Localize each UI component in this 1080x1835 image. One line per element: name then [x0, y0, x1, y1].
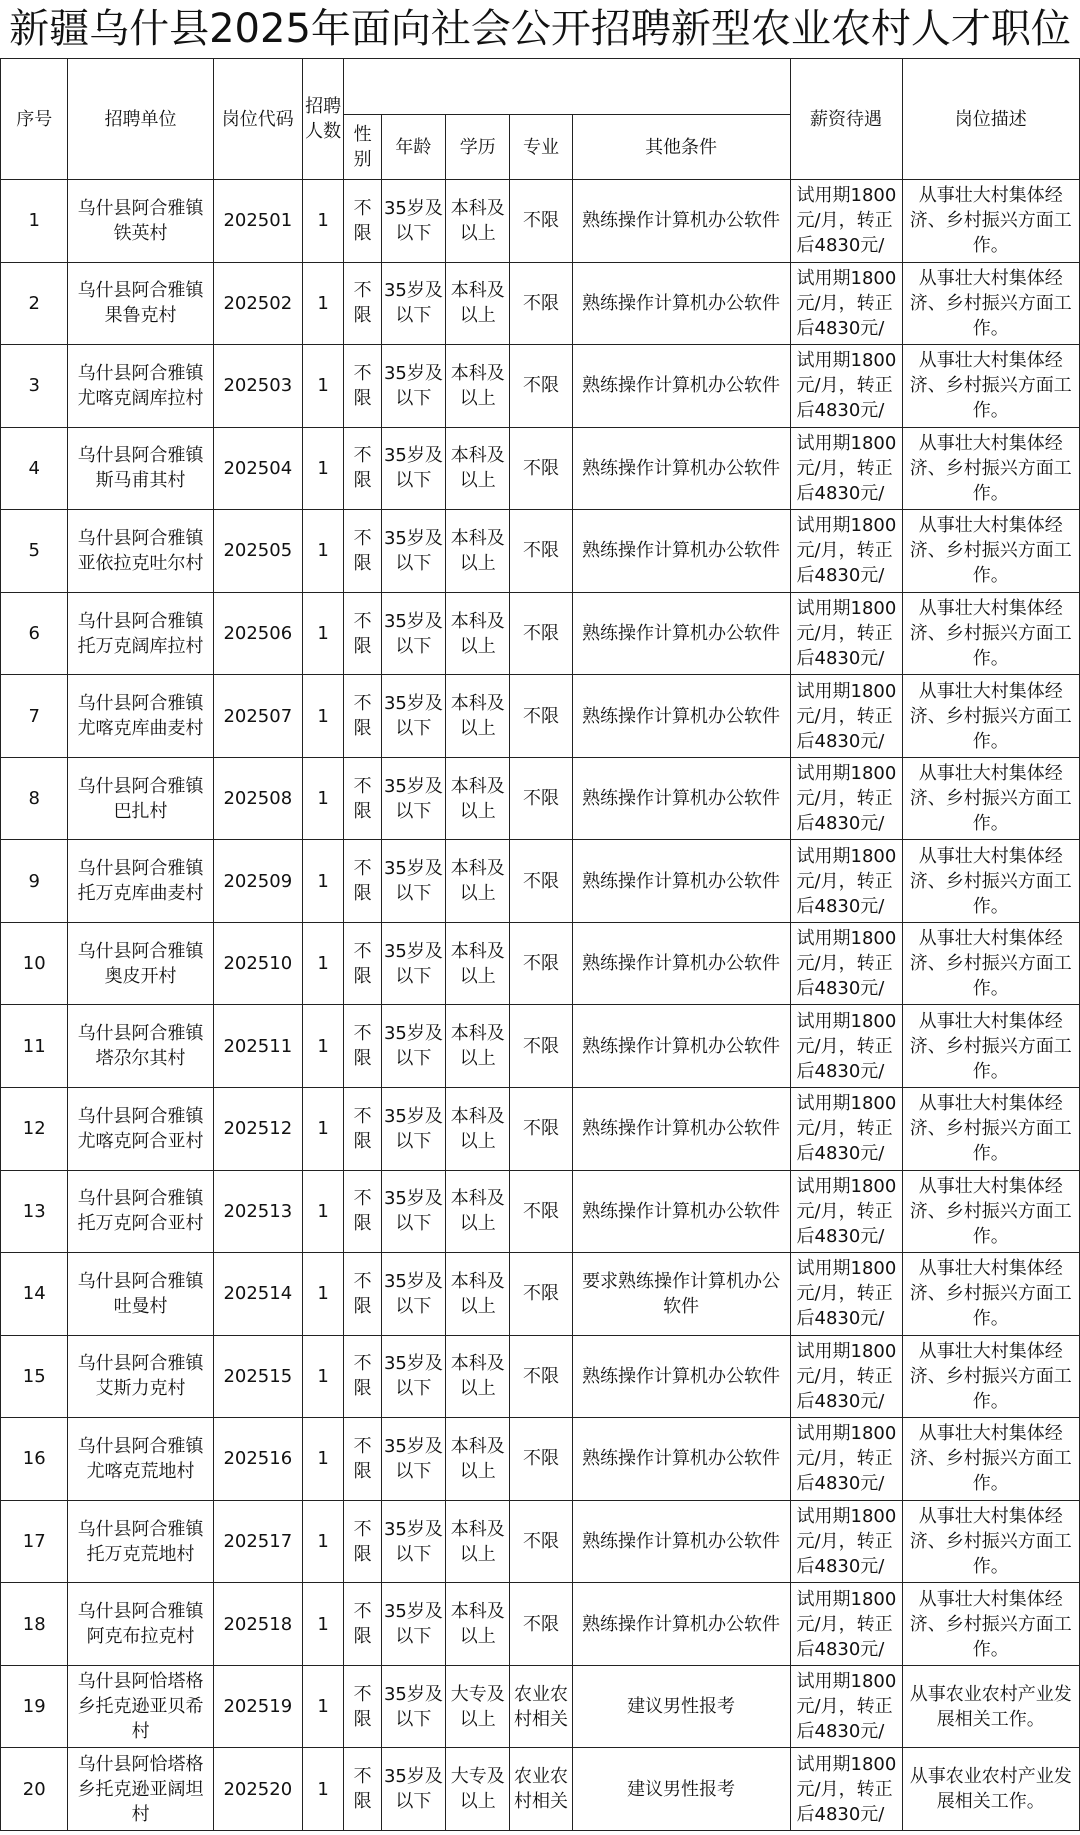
- cell-edu: 本科及以上: [446, 1500, 510, 1583]
- cell-gender: 不限: [344, 922, 381, 1005]
- cell-seq: 13: [1, 1170, 68, 1253]
- cell-unit: 乌什县阿合雅镇托万克阔库拉村: [68, 592, 213, 675]
- cell-unit: 乌什县阿恰塔格乡托克逊亚阔坦村: [68, 1748, 213, 1831]
- cell-gender: 不限: [344, 1088, 381, 1171]
- cell-other: 熟练操作计算机办公软件: [572, 510, 790, 593]
- header-salary: 薪资待遇: [790, 59, 902, 180]
- cell-salary: 试用期1800元/月，转正后4830元/: [790, 510, 902, 593]
- cell-major: 不限: [510, 180, 572, 263]
- cell-edu: 本科及以上: [446, 1005, 510, 1088]
- cell-code: 202508: [213, 757, 302, 840]
- cell-edu: 本科及以上: [446, 1253, 510, 1336]
- cell-major: 农业农村相关: [510, 1665, 572, 1748]
- header-code: 岗位代码: [213, 59, 302, 180]
- cell-code: 202519: [213, 1665, 302, 1748]
- cell-code: 202502: [213, 262, 302, 345]
- cell-age: 35岁及以下: [381, 1583, 445, 1666]
- cell-seq: 17: [1, 1500, 68, 1583]
- table-row: [1, 1500, 1080, 1583]
- cell-unit: 乌什县阿合雅镇尤喀克库曲麦村: [68, 675, 213, 758]
- cell-other: 熟练操作计算机办公软件: [572, 345, 790, 428]
- cell-gender: 不限: [344, 427, 381, 510]
- cell-unit: 乌什县阿合雅镇巴扎村: [68, 757, 213, 840]
- cell-edu: 大专及以上: [446, 1665, 510, 1748]
- cell-gender: 不限: [344, 262, 381, 345]
- cell-desc: 从事壮大村集体经济、乡村振兴方面工作。: [902, 922, 1079, 1005]
- cell-gender: 不限: [344, 1170, 381, 1253]
- cell-age: 35岁及以下: [381, 1665, 445, 1748]
- cell-salary: 试用期1800元/月，转正后4830元/: [790, 1170, 902, 1253]
- cell-major: 不限: [510, 675, 572, 758]
- cell-unit: 乌什县阿合雅镇斯马甫其村: [68, 427, 213, 510]
- cell-code: 202510: [213, 922, 302, 1005]
- cell-count: 1: [302, 262, 344, 345]
- cell-other: 建议男性报考: [572, 1665, 790, 1748]
- cell-other: 熟练操作计算机办公软件: [572, 262, 790, 345]
- cell-major: 不限: [510, 1500, 572, 1583]
- cell-count: 1: [302, 1005, 344, 1088]
- cell-age: 35岁及以下: [381, 675, 445, 758]
- cell-age: 35岁及以下: [381, 262, 445, 345]
- table-header: [1, 59, 1080, 180]
- cell-other: 熟练操作计算机办公软件: [572, 1335, 790, 1418]
- table-row: [1, 592, 1080, 675]
- cell-edu: 本科及以上: [446, 345, 510, 428]
- cell-desc: 从事壮大村集体经济、乡村振兴方面工作。: [902, 510, 1079, 593]
- cell-desc: 从事壮大村集体经济、乡村振兴方面工作。: [902, 1500, 1079, 1583]
- table-row: [1, 675, 1080, 758]
- table-row: [1, 345, 1080, 428]
- cell-code: 202505: [213, 510, 302, 593]
- cell-age: 35岁及以下: [381, 180, 445, 263]
- cell-salary: 试用期1800元/月，转正后4830元/: [790, 1005, 902, 1088]
- cell-major: 农业农村相关: [510, 1748, 572, 1831]
- cell-code: 202504: [213, 427, 302, 510]
- cell-seq: 10: [1, 922, 68, 1005]
- cell-code: 202501: [213, 180, 302, 263]
- table-row: [1, 840, 1080, 923]
- cell-count: 1: [302, 675, 344, 758]
- cell-unit: 乌什县阿合雅镇铁英村: [68, 180, 213, 263]
- cell-code: 202518: [213, 1583, 302, 1666]
- cell-gender: 不限: [344, 757, 381, 840]
- table-body: [1, 180, 1080, 1831]
- cell-edu: 本科及以上: [446, 180, 510, 263]
- table-row: [1, 1005, 1080, 1088]
- cell-salary: 试用期1800元/月，转正后4830元/: [790, 1500, 902, 1583]
- cell-other: 熟练操作计算机办公软件: [572, 757, 790, 840]
- cell-gender: 不限: [344, 1665, 381, 1748]
- cell-desc: 从事壮大村集体经济、乡村振兴方面工作。: [902, 675, 1079, 758]
- cell-salary: 试用期1800元/月，转正后4830元/: [790, 1335, 902, 1418]
- cell-edu: 本科及以上: [446, 922, 510, 1005]
- cell-age: 35岁及以下: [381, 1253, 445, 1336]
- cell-unit: 乌什县阿合雅镇尤喀克阿合亚村: [68, 1088, 213, 1171]
- table-row: [1, 757, 1080, 840]
- table-row: [1, 922, 1080, 1005]
- header-other: 其他条件: [572, 115, 790, 180]
- cell-age: 35岁及以下: [381, 427, 445, 510]
- cell-age: 35岁及以下: [381, 1418, 445, 1501]
- cell-age: 35岁及以下: [381, 345, 445, 428]
- cell-seq: 4: [1, 427, 68, 510]
- cell-major: 不限: [510, 1005, 572, 1088]
- cell-desc: 从事壮大村集体经济、乡村振兴方面工作。: [902, 1335, 1079, 1418]
- cell-salary: 试用期1800元/月，转正后4830元/: [790, 757, 902, 840]
- cell-seq: 5: [1, 510, 68, 593]
- cell-major: 不限: [510, 1335, 572, 1418]
- cell-other: 熟练操作计算机办公软件: [572, 1088, 790, 1171]
- cell-salary: 试用期1800元/月，转正后4830元/: [790, 592, 902, 675]
- cell-count: 1: [302, 1253, 344, 1336]
- cell-major: 不限: [510, 262, 572, 345]
- cell-salary: 试用期1800元/月，转正后4830元/: [790, 840, 902, 923]
- cell-unit: 乌什县阿合雅镇托万克荒地村: [68, 1500, 213, 1583]
- cell-count: 1: [302, 922, 344, 1005]
- cell-code: 202516: [213, 1418, 302, 1501]
- cell-major: 不限: [510, 1170, 572, 1253]
- header-seq: 序号: [1, 59, 68, 180]
- cell-salary: 试用期1800元/月，转正后4830元/: [790, 345, 902, 428]
- cell-salary: 试用期1800元/月，转正后4830元/: [790, 262, 902, 345]
- cell-salary: 试用期1800元/月，转正后4830元/: [790, 1418, 902, 1501]
- cell-major: 不限: [510, 592, 572, 675]
- cell-desc: 从事壮大村集体经济、乡村振兴方面工作。: [902, 1005, 1079, 1088]
- cell-code: 202514: [213, 1253, 302, 1336]
- cell-count: 1: [302, 345, 344, 428]
- cell-unit: 乌什县阿合雅镇塔尕尔其村: [68, 1005, 213, 1088]
- cell-gender: 不限: [344, 1335, 381, 1418]
- cell-major: 不限: [510, 427, 572, 510]
- cell-edu: 本科及以上: [446, 840, 510, 923]
- cell-count: 1: [302, 757, 344, 840]
- table-row: [1, 180, 1080, 263]
- cell-unit: 乌什县阿合雅镇果鲁克村: [68, 262, 213, 345]
- cell-code: 202512: [213, 1088, 302, 1171]
- cell-count: 1: [302, 510, 344, 593]
- cell-age: 35岁及以下: [381, 1170, 445, 1253]
- cell-other: 熟练操作计算机办公软件: [572, 1583, 790, 1666]
- cell-desc: 从事壮大村集体经济、乡村振兴方面工作。: [902, 180, 1079, 263]
- header-unit: 招聘单位: [68, 59, 213, 180]
- page-title: 新疆乌什县2025年面向社会公开招聘新型农业农村人才职位: [9, 6, 1071, 52]
- cell-unit: 乌什县阿合雅镇艾斯力克村: [68, 1335, 213, 1418]
- table-row: [1, 1335, 1080, 1418]
- cell-other: 熟练操作计算机办公软件: [572, 675, 790, 758]
- cell-age: 35岁及以下: [381, 840, 445, 923]
- cell-seq: 2: [1, 262, 68, 345]
- cell-age: 35岁及以下: [381, 757, 445, 840]
- header-count: 招聘人数: [302, 59, 344, 180]
- cell-unit: 乌什县阿恰塔格乡托克逊亚贝希村: [68, 1665, 213, 1748]
- cell-unit: 乌什县阿合雅镇亚依拉克吐尔村: [68, 510, 213, 593]
- cell-other: 熟练操作计算机办公软件: [572, 1170, 790, 1253]
- cell-count: 1: [302, 1583, 344, 1666]
- cell-unit: 乌什县阿合雅镇吐曼村: [68, 1253, 213, 1336]
- cell-edu: 本科及以上: [446, 592, 510, 675]
- cell-other: 熟练操作计算机办公软件: [572, 1005, 790, 1088]
- cell-gender: 不限: [344, 345, 381, 428]
- cell-edu: 本科及以上: [446, 1335, 510, 1418]
- cell-seq: 14: [1, 1253, 68, 1336]
- table-row: [1, 1088, 1080, 1171]
- cell-desc: 从事壮大村集体经济、乡村振兴方面工作。: [902, 1253, 1079, 1336]
- cell-salary: 试用期1800元/月，转正后4830元/: [790, 1253, 902, 1336]
- cell-count: 1: [302, 1748, 344, 1831]
- cell-desc: 从事壮大村集体经济、乡村振兴方面工作。: [902, 840, 1079, 923]
- cell-salary: 试用期1800元/月，转正后4830元/: [790, 1088, 902, 1171]
- table-row: [1, 262, 1080, 345]
- cell-code: 202509: [213, 840, 302, 923]
- cell-edu: 本科及以上: [446, 757, 510, 840]
- header-gender: 性别: [344, 115, 381, 180]
- cell-salary: 试用期1800元/月，转正后4830元/: [790, 675, 902, 758]
- cell-code: 202503: [213, 345, 302, 428]
- cell-gender: 不限: [344, 1418, 381, 1501]
- cell-desc: 从事壮大村集体经济、乡村振兴方面工作。: [902, 1170, 1079, 1253]
- cell-major: 不限: [510, 1583, 572, 1666]
- positions-table: [0, 58, 1080, 1831]
- cell-count: 1: [302, 1500, 344, 1583]
- header-desc: 岗位描述: [902, 59, 1079, 180]
- cell-age: 35岁及以下: [381, 1748, 445, 1831]
- table-row: [1, 1748, 1080, 1831]
- cell-salary: 试用期1800元/月，转正后4830元/: [790, 180, 902, 263]
- cell-age: 35岁及以下: [381, 1005, 445, 1088]
- cell-seq: 12: [1, 1088, 68, 1171]
- table-row: [1, 1170, 1080, 1253]
- cell-desc: 从事壮大村集体经济、乡村振兴方面工作。: [902, 345, 1079, 428]
- cell-desc: 从事壮大村集体经济、乡村振兴方面工作。: [902, 1088, 1079, 1171]
- cell-desc: 从事壮大村集体经济、乡村振兴方面工作。: [902, 1418, 1079, 1501]
- cell-major: 不限: [510, 1418, 572, 1501]
- cell-edu: 本科及以上: [446, 427, 510, 510]
- cell-major: 不限: [510, 757, 572, 840]
- cell-major: 不限: [510, 922, 572, 1005]
- header-major: 专业: [510, 115, 572, 180]
- cell-code: 202515: [213, 1335, 302, 1418]
- cell-desc: 从事农业农村产业发展相关工作。: [902, 1665, 1079, 1748]
- table-row: [1, 1253, 1080, 1336]
- cell-seq: 15: [1, 1335, 68, 1418]
- cell-major: 不限: [510, 1253, 572, 1336]
- cell-edu: 本科及以上: [446, 675, 510, 758]
- cell-salary: 试用期1800元/月，转正后4830元/: [790, 1748, 902, 1831]
- cell-edu: 本科及以上: [446, 262, 510, 345]
- cell-edu: 本科及以上: [446, 1088, 510, 1171]
- cell-gender: 不限: [344, 1253, 381, 1336]
- cell-other: 建议男性报考: [572, 1748, 790, 1831]
- cell-seq: 18: [1, 1583, 68, 1666]
- cell-seq: 16: [1, 1418, 68, 1501]
- cell-gender: 不限: [344, 510, 381, 593]
- cell-unit: 乌什县阿合雅镇奥皮开村: [68, 922, 213, 1005]
- cell-age: 35岁及以下: [381, 1335, 445, 1418]
- table-row: [1, 427, 1080, 510]
- cell-age: 35岁及以下: [381, 1500, 445, 1583]
- cell-gender: 不限: [344, 675, 381, 758]
- header-requirements-group: [344, 59, 790, 115]
- cell-seq: 1: [1, 180, 68, 263]
- cell-age: 35岁及以下: [381, 922, 445, 1005]
- cell-count: 1: [302, 427, 344, 510]
- cell-gender: 不限: [344, 1500, 381, 1583]
- cell-other: 熟练操作计算机办公软件: [572, 922, 790, 1005]
- cell-major: 不限: [510, 1088, 572, 1171]
- cell-edu: 大专及以上: [446, 1748, 510, 1831]
- cell-code: 202506: [213, 592, 302, 675]
- cell-gender: 不限: [344, 180, 381, 263]
- cell-other: 熟练操作计算机办公软件: [572, 592, 790, 675]
- cell-count: 1: [302, 1665, 344, 1748]
- cell-age: 35岁及以下: [381, 592, 445, 675]
- cell-edu: 本科及以上: [446, 1418, 510, 1501]
- cell-seq: 9: [1, 840, 68, 923]
- cell-seq: 8: [1, 757, 68, 840]
- cell-seq: 6: [1, 592, 68, 675]
- cell-unit: 乌什县阿合雅镇尤喀克阔库拉村: [68, 345, 213, 428]
- table-row: [1, 1583, 1080, 1666]
- cell-gender: 不限: [344, 1583, 381, 1666]
- cell-age: 35岁及以下: [381, 1088, 445, 1171]
- cell-seq: 11: [1, 1005, 68, 1088]
- cell-count: 1: [302, 840, 344, 923]
- header-age: 年龄: [381, 115, 445, 180]
- cell-other: 熟练操作计算机办公软件: [572, 1418, 790, 1501]
- cell-salary: 试用期1800元/月，转正后4830元/: [790, 1665, 902, 1748]
- cell-desc: 从事壮大村集体经济、乡村振兴方面工作。: [902, 1583, 1079, 1666]
- cell-gender: 不限: [344, 840, 381, 923]
- cell-edu: 本科及以上: [446, 510, 510, 593]
- cell-code: 202507: [213, 675, 302, 758]
- cell-count: 1: [302, 180, 344, 263]
- cell-age: 35岁及以下: [381, 510, 445, 593]
- cell-gender: 不限: [344, 1748, 381, 1831]
- cell-count: 1: [302, 592, 344, 675]
- cell-other: 熟练操作计算机办公软件: [572, 180, 790, 263]
- cell-count: 1: [302, 1170, 344, 1253]
- cell-seq: 7: [1, 675, 68, 758]
- cell-count: 1: [302, 1418, 344, 1501]
- header-edu: 学历: [446, 115, 510, 180]
- cell-seq: 19: [1, 1665, 68, 1748]
- cell-code: 202517: [213, 1500, 302, 1583]
- cell-code: 202520: [213, 1748, 302, 1831]
- cell-unit: 乌什县阿合雅镇阿克布拉克村: [68, 1583, 213, 1666]
- cell-other: 熟练操作计算机办公软件: [572, 840, 790, 923]
- cell-desc: 从事壮大村集体经济、乡村振兴方面工作。: [902, 262, 1079, 345]
- cell-count: 1: [302, 1088, 344, 1171]
- cell-count: 1: [302, 1335, 344, 1418]
- cell-other: 熟练操作计算机办公软件: [572, 1500, 790, 1583]
- cell-salary: 试用期1800元/月，转正后4830元/: [790, 427, 902, 510]
- cell-code: 202511: [213, 1005, 302, 1088]
- cell-seq: 20: [1, 1748, 68, 1831]
- table-row: [1, 1418, 1080, 1501]
- cell-major: 不限: [510, 840, 572, 923]
- cell-code: 202513: [213, 1170, 302, 1253]
- cell-desc: 从事壮大村集体经济、乡村振兴方面工作。: [902, 757, 1079, 840]
- cell-salary: 试用期1800元/月，转正后4830元/: [790, 1583, 902, 1666]
- cell-edu: 本科及以上: [446, 1583, 510, 1666]
- cell-salary: 试用期1800元/月，转正后4830元/: [790, 922, 902, 1005]
- cell-seq: 3: [1, 345, 68, 428]
- cell-unit: 乌什县阿合雅镇尤喀克荒地村: [68, 1418, 213, 1501]
- cell-desc: 从事壮大村集体经济、乡村振兴方面工作。: [902, 592, 1079, 675]
- cell-other: 要求熟练操作计算机办公软件: [572, 1253, 790, 1336]
- cell-gender: 不限: [344, 1005, 381, 1088]
- cell-other: 熟练操作计算机办公软件: [572, 427, 790, 510]
- cell-desc: 从事农业农村产业发展相关工作。: [902, 1748, 1079, 1831]
- cell-unit: 乌什县阿合雅镇托万克库曲麦村: [68, 840, 213, 923]
- cell-desc: 从事壮大村集体经济、乡村振兴方面工作。: [902, 427, 1079, 510]
- table-row: [1, 1665, 1080, 1748]
- cell-major: 不限: [510, 510, 572, 593]
- cell-major: 不限: [510, 345, 572, 428]
- cell-edu: 本科及以上: [446, 1170, 510, 1253]
- cell-gender: 不限: [344, 592, 381, 675]
- table-row: [1, 510, 1080, 593]
- cell-unit: 乌什县阿合雅镇托万克阿合亚村: [68, 1170, 213, 1253]
